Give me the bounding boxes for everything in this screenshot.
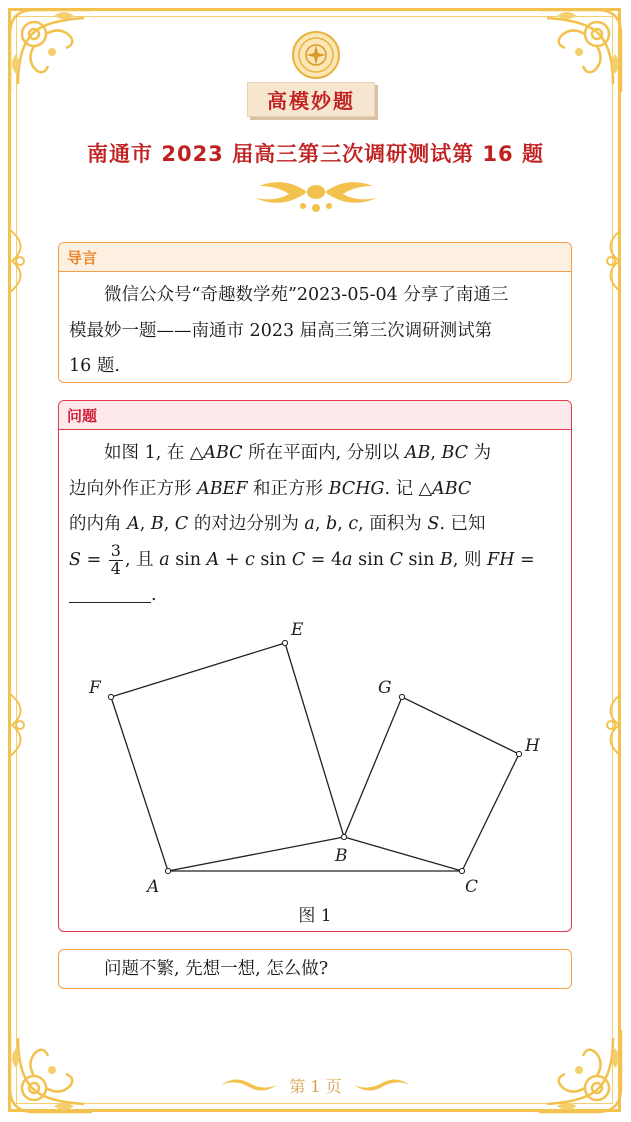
footer-flourish-left-icon (219, 1075, 279, 1095)
footer-flourish-right-icon (352, 1075, 412, 1095)
problem-statement (59, 430, 571, 614)
side-ornament-icon (595, 226, 625, 296)
seal-logo-icon (291, 30, 341, 80)
point-e (282, 640, 287, 645)
problem-line: 边向外作正方形 ABEF 和正方形 BCHG. 记 △ABC (69, 478, 472, 499)
page-title: 南通市 2023 届高三第三次调研测试第 16 题 (87, 142, 544, 166)
side-ornament-icon (595, 690, 625, 760)
intro-line: 16 题. (69, 356, 120, 376)
label-f: F (89, 678, 101, 698)
corner-ornament-icon (535, 4, 627, 96)
point-f (108, 694, 113, 699)
page-number: 第 1 页 (289, 1076, 342, 1096)
label-a: A (147, 877, 160, 897)
problem-line: . (69, 578, 561, 614)
intro-line: 微信公众号“奇趣数学苑”2023-05-04 分享了南通三 (104, 285, 509, 305)
figure-caption: 图 1 (298, 906, 332, 926)
side-ornament-icon (6, 690, 36, 760)
corner-ornament-icon (4, 4, 96, 96)
think-text: 问题不繁, 先想一想, 怎么做? (104, 959, 329, 979)
label-e: E (291, 620, 304, 640)
square-abef (111, 643, 344, 871)
intro-heading: 导言 (59, 243, 571, 272)
label-g: G (378, 678, 392, 698)
title-flourish-icon (245, 172, 387, 216)
intro-text (59, 272, 571, 383)
intro-line: 模最妙一题——南通市 2023 届高三第三次调研测试第 (69, 320, 493, 341)
point-h (516, 751, 521, 756)
square-bchg (344, 697, 519, 871)
point-b (341, 834, 346, 839)
label-c: C (465, 877, 479, 897)
geometry-figure (59, 611, 572, 901)
problem-box (58, 400, 572, 932)
category-badge: 高模妙题 (247, 82, 375, 117)
problem-line: S = $\frac{3}{4}$ , 且 a sin A + c sin C = 4a sin C sin B, 则 FH = (69, 540, 535, 578)
point-g (399, 694, 404, 699)
fraction-three-quarters: $\frac{3}{4}$ (110, 540, 121, 578)
problem-line: 如图 1, 在 △ABC 所在平面内, 分别以 AB, BC 为 (104, 443, 492, 463)
label-h: H (525, 736, 540, 756)
label-b: B (335, 846, 348, 866)
point-c (459, 868, 464, 873)
answer-blank (69, 585, 151, 604)
intro-box (58, 242, 572, 383)
side-ornament-icon (6, 226, 36, 296)
problem-line: 的内角 A, B, C 的对边分别为 a, b, c, 面积为 S. 已知 (69, 514, 486, 534)
problem-heading: 问题 (59, 401, 571, 430)
think-box (58, 949, 572, 989)
point-a (165, 868, 170, 873)
page-footer (0, 1071, 631, 1099)
